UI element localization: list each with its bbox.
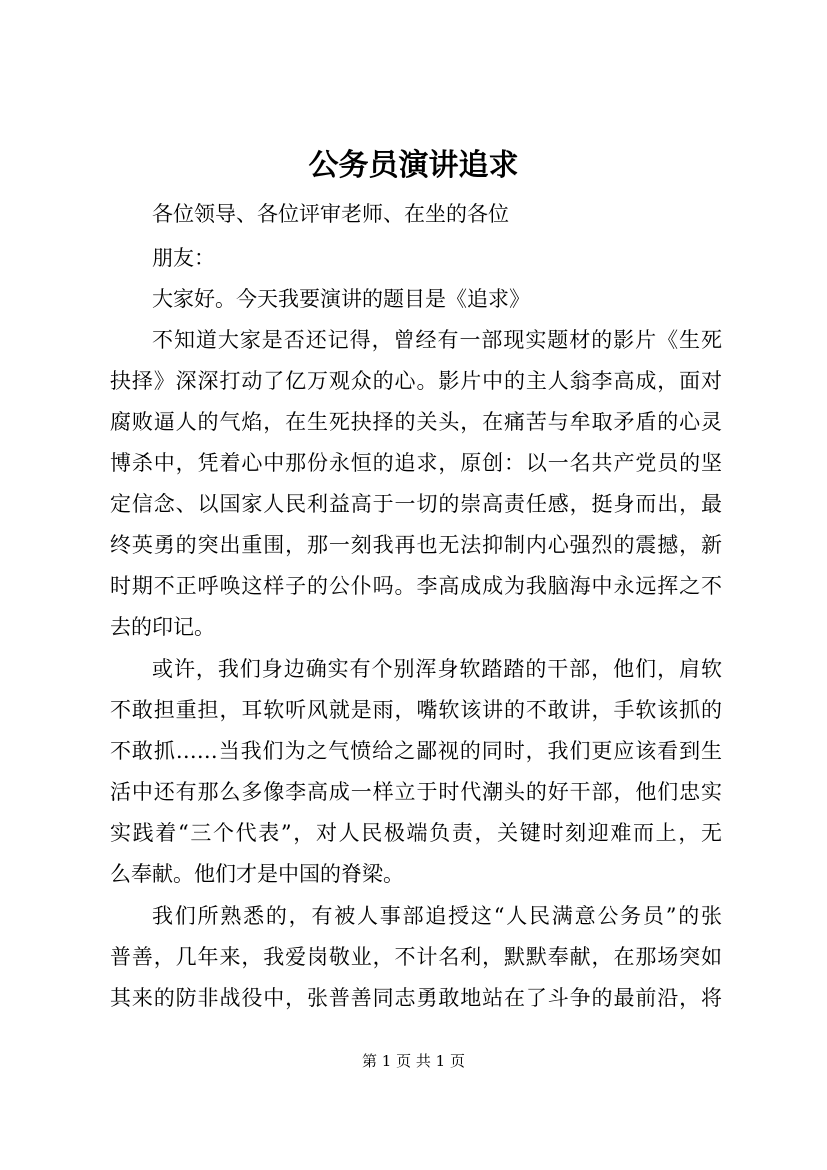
page-title: 公务员演讲追求 bbox=[308, 148, 519, 183]
paragraph-line: 腐败逼人的气焰，在生死抉择的关头，在痛苦与牟取矛盾的心灵 bbox=[110, 410, 722, 434]
paragraph-line: 或许，我们身边确实有个别浑身软踏踏的干部，他们，肩软 bbox=[152, 657, 722, 681]
paragraph-line: 其来的防非战役中，张普善同志勇敢地站在了斗争的最前沿，将 bbox=[110, 986, 722, 1010]
greeting-line: 大家好。今天我要演讲的题目是《追求》 bbox=[152, 287, 530, 311]
paragraph-line: 定信念、以国家人民利益高于一切的崇高责任感，挺身而出，最 bbox=[110, 492, 722, 516]
paragraph-line: 普善，几年来，我爱岗敬业，不计名利，默默奉献，在那场突如 bbox=[110, 945, 722, 969]
paragraph-line: 么奉献。他们才是中国的脊梁。 bbox=[110, 862, 404, 886]
salutation-line: 朋友： bbox=[152, 246, 215, 270]
paragraph-line: 去的印记。 bbox=[110, 615, 215, 639]
paragraph-line: 不知道大家是否还记得，曾经有一部现实题材的影片《生死 bbox=[152, 328, 722, 352]
page-footer: 第 1 页 共 1 页 bbox=[362, 1052, 465, 1070]
paragraph-line: 终英勇的突出重围，那一刻我再也无法抑制内心强烈的震撼，新 bbox=[110, 533, 722, 557]
paragraph-line: 抉择》深深打动了亿万观众的心。影片中的主人翁李高成，面对 bbox=[110, 369, 722, 393]
salutation-line: 各位领导、各位评审老师、在坐的各位 bbox=[152, 202, 509, 226]
paragraph-line: 我们所熟悉的，有被人事部追授这“人民满意公务员”的张 bbox=[152, 904, 722, 928]
paragraph-line: 博杀中，凭着心中那份永恒的追求，原创：以一名共产党员的坚 bbox=[110, 451, 722, 475]
paragraph-line: 活中还有那么多像李高成一样立于时代潮头的好干部，他们忠实 bbox=[110, 780, 722, 804]
paragraph-line: 不敢抓……当我们为之气愤给之鄙视的同时，我们更应该看到生 bbox=[110, 739, 722, 763]
paragraph-line: 不敢担重担，耳软听风就是雨，嘴软该讲的不敢讲，手软该抓的 bbox=[110, 698, 722, 722]
paragraph-line: 实践着“三个代表”，对人民极端负责，关键时刻迎难而上，无 bbox=[110, 821, 722, 845]
paragraph-line: 时期不正呼唤这样子的公仆吗。李高成成为我脑海中永远挥之不 bbox=[110, 574, 722, 598]
